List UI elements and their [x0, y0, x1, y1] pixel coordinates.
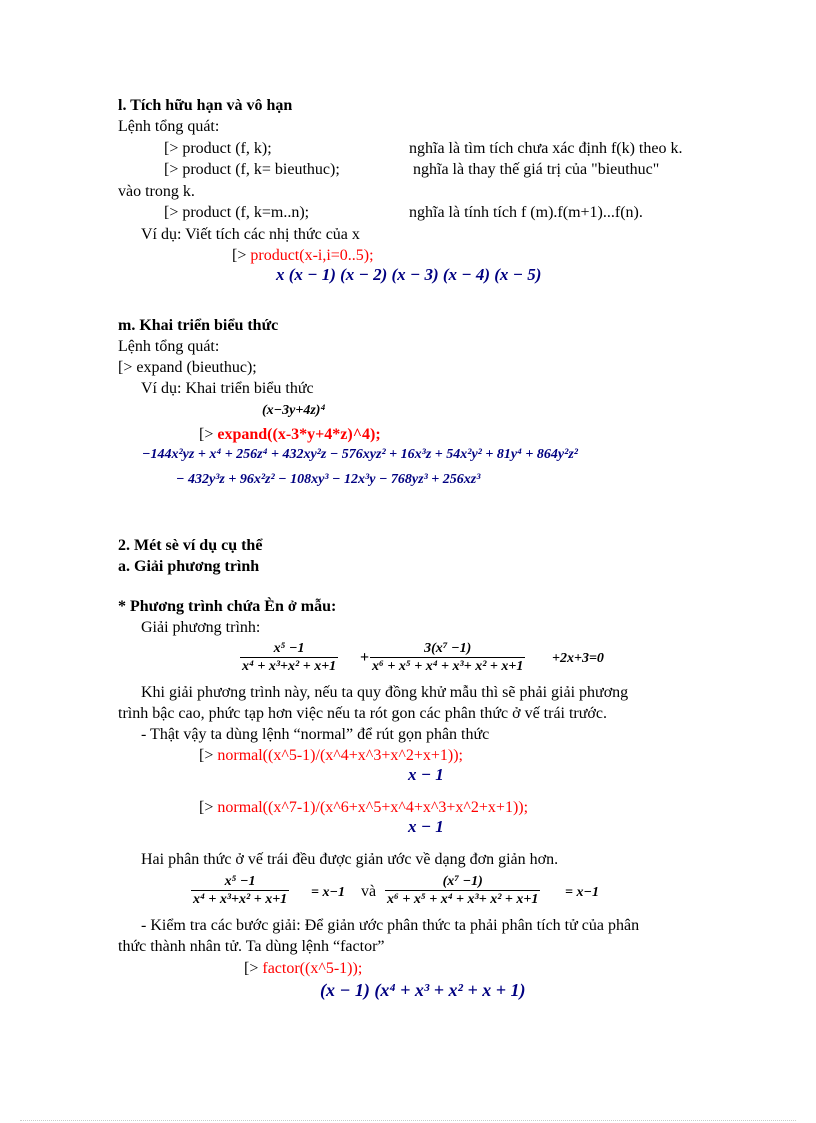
and-word: và: [361, 883, 377, 900]
expand-input-line: [199, 425, 381, 445]
prompt: [>: [244, 960, 263, 977]
expand-output-1: −144x²yz + x⁴ + 256z⁴ + 432xy²z − 576xyz² + 16x³z + 54x²y² + 81y⁴ + 864y²z²: [142, 447, 578, 462]
product-example: Ví dụ: Viết tích các nhị thức của x: [141, 226, 360, 243]
expand-cmd: [> expand (bieuthuc);: [118, 359, 257, 376]
section-l-heading: l. Tích hữu hạn và vô hạn: [118, 97, 293, 114]
prompt: [>: [232, 247, 251, 264]
reduced-fraction-2: [385, 873, 540, 908]
reduced-result-1: = x−1: [311, 885, 345, 900]
prompt: [>: [199, 426, 218, 443]
reduced-numerator-1: x⁵ −1: [224, 874, 256, 889]
section-m-heading: m. Khai triển biểu thức: [118, 317, 279, 334]
prompt: [>: [199, 747, 218, 764]
para2: - Thật vậy ta dùng lệnh “normal” để rút gọn phân thức: [141, 726, 490, 743]
factor-output: (x − 1) (x⁴ + x³ + x² + x + 1): [320, 980, 526, 1000]
eq-plus: +: [360, 649, 370, 666]
normal-input-1: normal((x^5-1)/(x^4+x^3+x^2+x+1));: [217, 747, 463, 764]
expand-input: expand((x-3*y+4*z)^4);: [217, 426, 381, 443]
solve-label: Giải phương trình:: [141, 619, 261, 636]
para4-line1: - Kiểm tra các bước giải: Để giản ước phân thức ta phải phân tích tử của phân: [141, 917, 640, 934]
normal-output-1: x − 1: [408, 765, 444, 784]
product-cmd-1: [> product (f, k);: [164, 140, 272, 157]
eq-numerator-1: x⁵ −1: [273, 641, 305, 656]
product-desc-2b: vào trong k.: [118, 183, 195, 200]
para1-line2: trình bậc cao, phức tạp hơn việc nếu ta rót gon các phân thức ở vế trái trước.: [118, 705, 607, 722]
expand-output-2: − 432y³z + 96x²z² − 108xy³ − 12x³y − 768yz³ + 256xz³: [176, 472, 481, 487]
eq-denominator-2: x⁶ + x⁵ + x⁴ + x³+ x² + x+1: [372, 659, 524, 674]
eq-numerator-2: 3(x⁷ −1): [424, 641, 472, 656]
expand-expr: (x−3y+4z)⁴: [262, 403, 326, 418]
normal-input-line-2: [199, 798, 528, 818]
product-desc-2: nghĩa là thay thế giá trị của "bieuthuc": [413, 161, 660, 178]
factor-input: factor((x^5-1));: [262, 960, 363, 977]
section-m-general: Lệnh tổng quát:: [118, 338, 220, 355]
product-output: x (x − 1) (x − 2) (x − 3) (x − 4) (x − 5): [276, 265, 542, 284]
product-input: product(x-i,i=0..5);: [250, 247, 374, 264]
product-desc-1: nghĩa là tìm tích chưa xác định f(k) theo k.: [409, 140, 683, 157]
para4-line2: thức thành nhân tử. Ta dùng lệnh “factor”: [118, 938, 385, 955]
prompt: [>: [199, 799, 218, 816]
para3: Hai phân thức ở vế trái đều được giản ước về dạng đơn giản hơn.: [141, 851, 559, 868]
reduced-result-2: = x−1: [565, 885, 599, 900]
eq-denominator-1: x⁴ + x³+x² + x+1: [242, 659, 337, 674]
normal-input-2: normal((x^7-1)/(x^6+x^5+x^4+x^3+x^2+x+1));: [217, 799, 529, 816]
reduced-numerator-2: (x⁷ −1): [442, 874, 483, 889]
product-cmd-3: [> product (f, k=m..n);: [164, 204, 310, 221]
eq-fraction-2: [370, 640, 525, 675]
product-desc-3: nghĩa là tính tích f (m).f(m+1)...f(n).: [409, 204, 643, 221]
reduced-denominator-1: x⁴ + x³+x² + x+1: [193, 892, 288, 907]
expand-example: Ví dụ: Khai triển biểu thức: [141, 380, 314, 397]
page-bottom-border: [20, 1120, 796, 1121]
eq-tail: +2x+3=0: [552, 651, 604, 666]
section-2a-heading: a. Giải phương trình: [118, 558, 260, 575]
eq-fraction-1: [240, 640, 338, 675]
reduced-denominator-2: x⁶ + x⁵ + x⁴ + x³+ x² + x+1: [387, 892, 539, 907]
normal-input-line-1: [199, 746, 463, 766]
para1-line1: Khi giải phương trình này, nếu ta quy đồng khử mẫu thì sẽ phải giải phương: [141, 684, 629, 701]
section-l-general: Lệnh tổng quát:: [118, 118, 220, 135]
reduced-fraction-1: [191, 873, 289, 908]
normal-output-2: x − 1: [408, 817, 444, 836]
section-2-heading: 2. Mét sè ví dụ cụ thể: [118, 537, 263, 554]
rational-eq-heading: * Phương trình chứa Èn ở mẫu:: [118, 598, 337, 615]
product-cmd-2: [> product (f, k= bieuthuc);: [164, 161, 340, 178]
product-input-line: [232, 246, 374, 266]
factor-input-line: [244, 959, 362, 979]
